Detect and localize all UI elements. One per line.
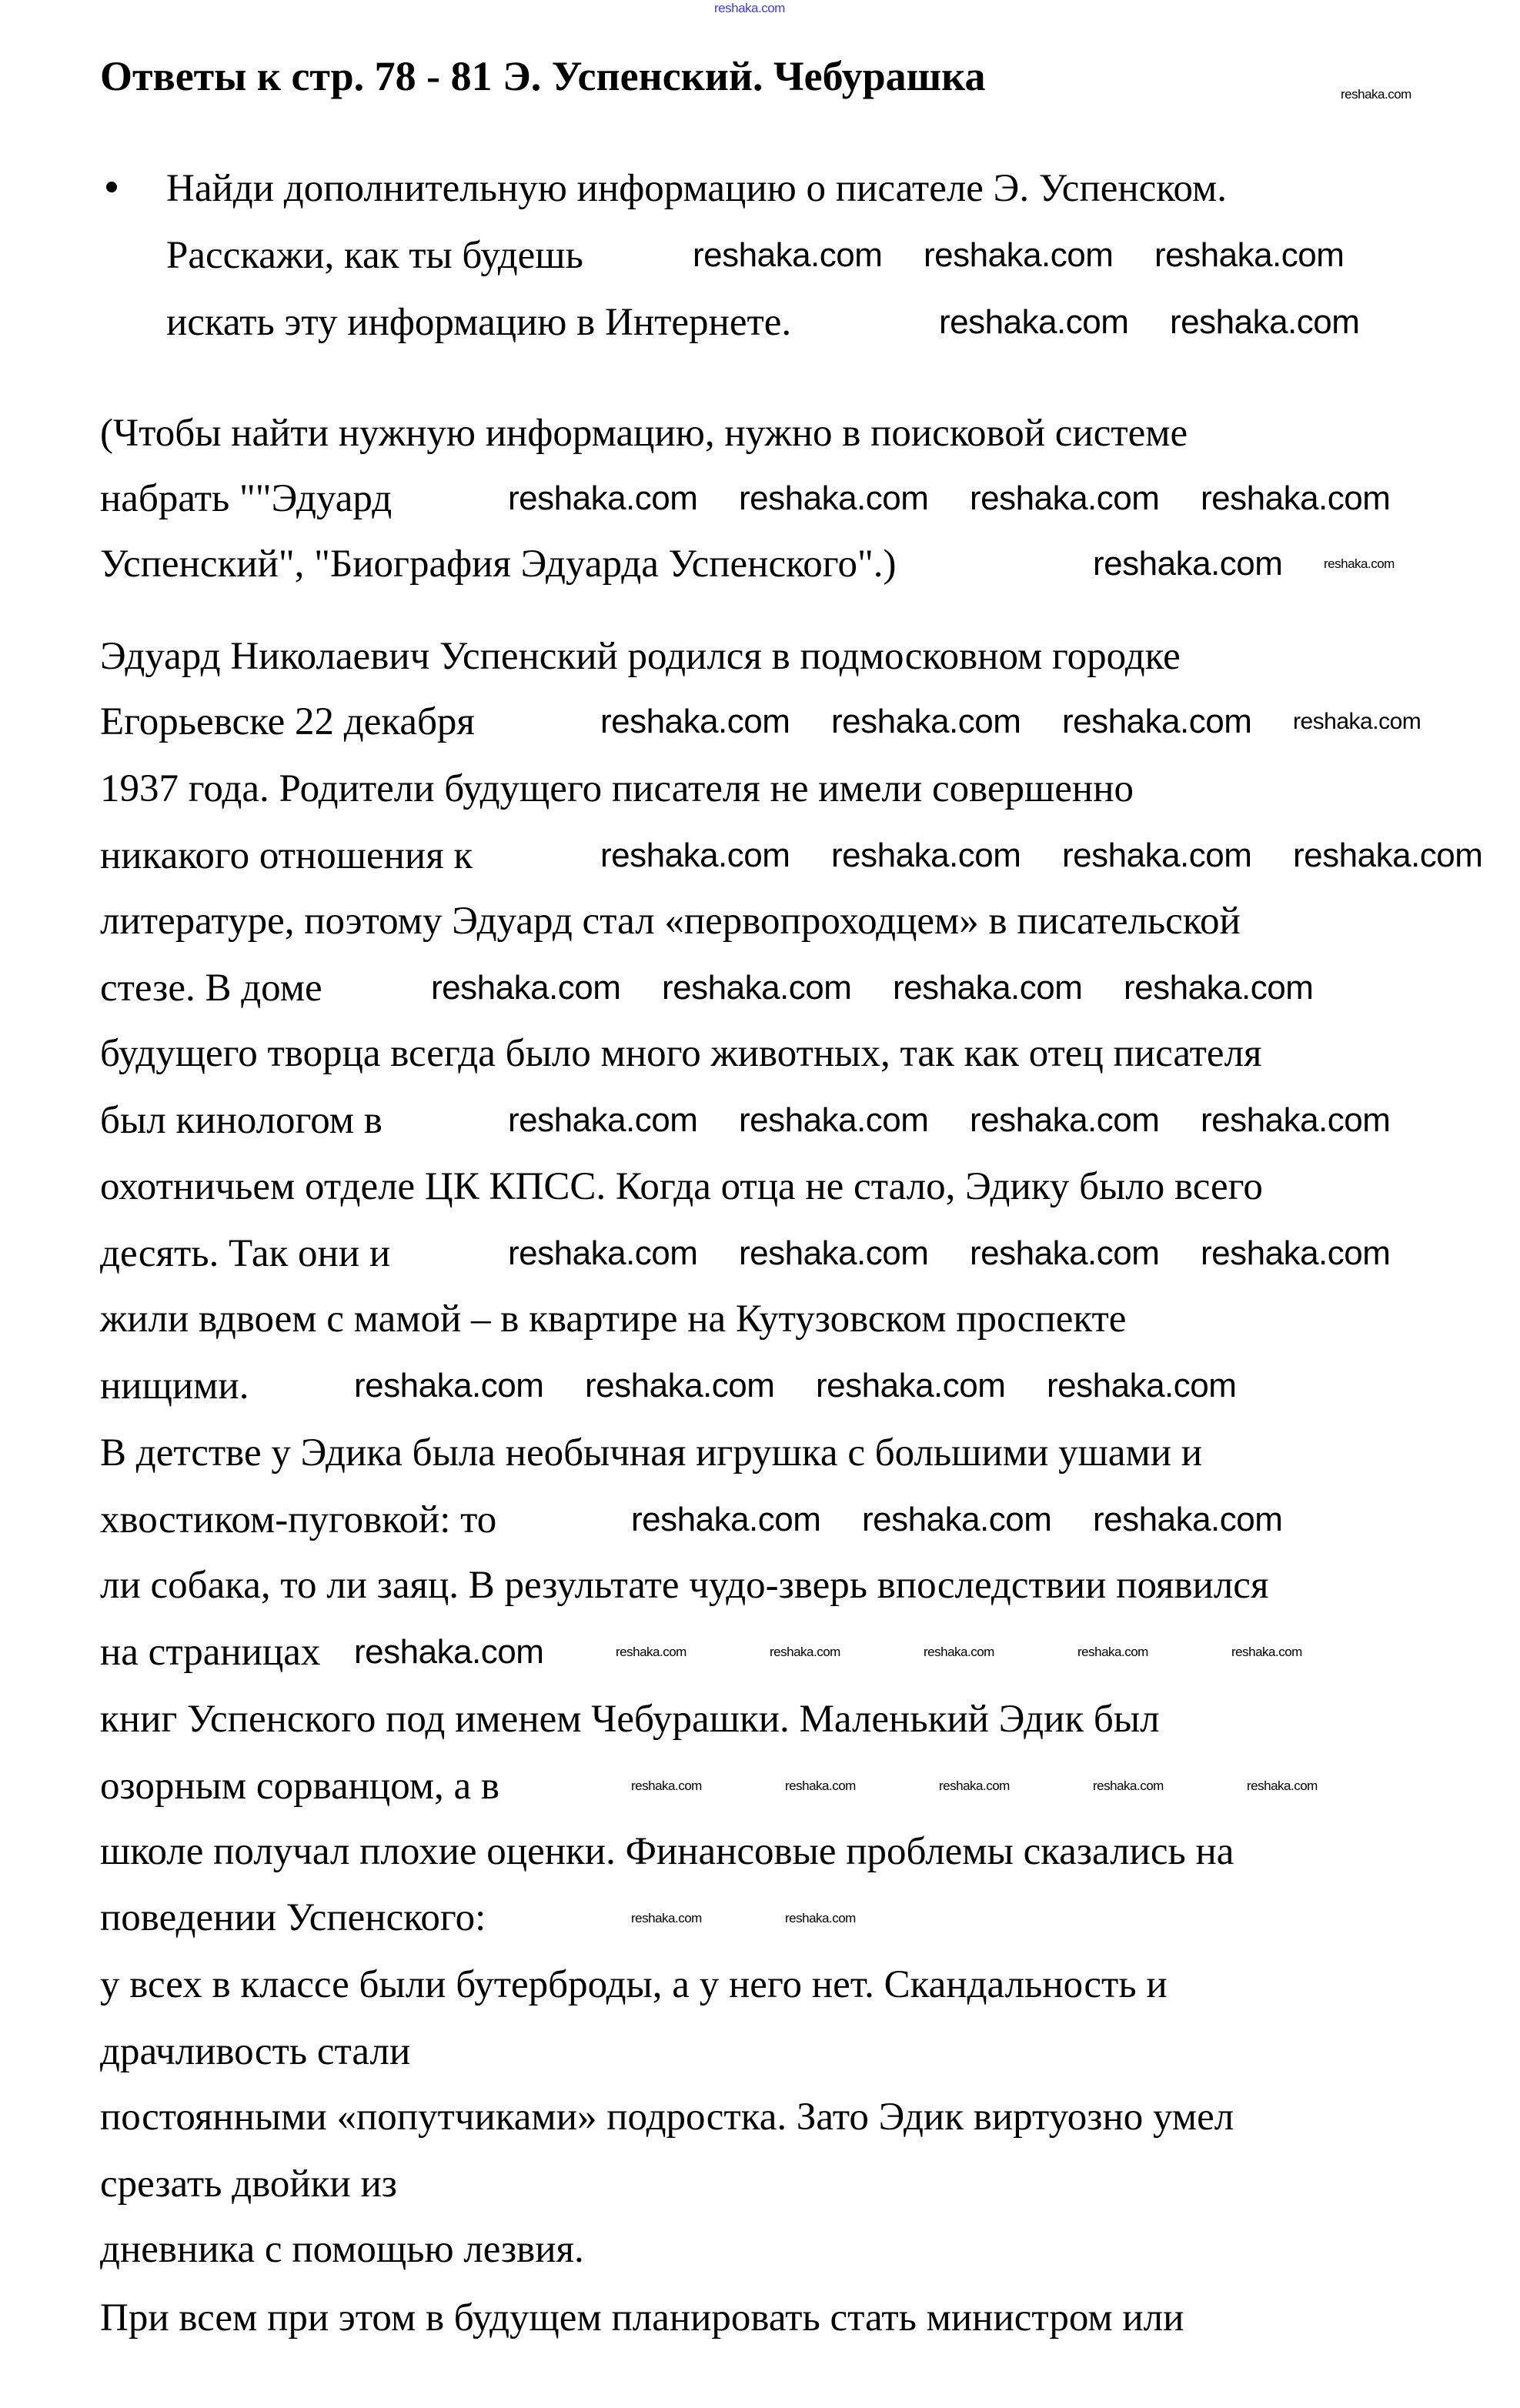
watermark: reshaka.com: [1341, 86, 1411, 102]
watermark: reshaka.com: [354, 1367, 544, 1405]
watermark: reshaka.com: [970, 1234, 1160, 1273]
text-line: искать эту информацию в Интернете.: [166, 300, 792, 344]
watermark: reshaka.com: [770, 1645, 840, 1660]
watermark: reshaka.com: [508, 479, 698, 517]
text-line: Найди дополнительную информацию о писателе Э. Успенском.: [166, 166, 1228, 210]
text-line: постоянными «попутчиками» подростка. Зато Эдик виртуозно умел: [100, 2096, 1234, 2139]
watermark: reshaka.com: [785, 1778, 856, 1794]
text-line: на страницах: [100, 1630, 321, 1674]
text-line: школе получал плохие оценки. Финансовые проблемы сказались на: [100, 1829, 1234, 1873]
watermark: reshaka.com: [600, 836, 790, 874]
text-line: Егорьевске 22 декабря: [100, 700, 475, 744]
page-title: Ответы к стр. 78 - 81 Э. Успенский. Чебурашка: [100, 53, 986, 99]
watermark: reshaka.com: [970, 479, 1160, 517]
watermark: reshaka.com: [1154, 235, 1345, 274]
watermark: reshaka.com: [1231, 1645, 1302, 1660]
text-line: будущего творца всегда было много животных, так как отец писателя: [100, 1031, 1262, 1075]
text-line: был кинологом в: [100, 1098, 383, 1142]
watermark: reshaka.com: [354, 1632, 544, 1671]
watermark: reshaka.com: [1077, 1645, 1148, 1660]
watermark: reshaka.com: [785, 1910, 856, 1925]
watermark: reshaka.com: [1062, 703, 1252, 741]
text-line: охотничьем отделе ЦК КПСС. Когда отца не стало, Эдику было всего: [100, 1165, 1263, 1209]
watermark: reshaka.com: [1324, 556, 1395, 572]
watermark: reshaka.com: [1201, 479, 1391, 517]
watermark: reshaka.com: [631, 1910, 702, 1925]
watermark: reshaka.com: [939, 302, 1129, 341]
text-line: книг Успенского под именем Чебурашки. Маленький Эдик был: [100, 1697, 1160, 1741]
text-line: стезе. В доме: [100, 966, 322, 1010]
watermark: reshaka.com: [970, 1100, 1160, 1139]
watermark: reshaka.com: [1062, 836, 1252, 874]
watermark: reshaka.com: [816, 1367, 1006, 1405]
watermark: reshaka.com: [693, 235, 883, 274]
watermark: reshaka.com: [662, 968, 852, 1007]
watermark: reshaka.com: [631, 1501, 821, 1538]
watermark: reshaka.com: [585, 1367, 775, 1405]
text-line: В детстве у Эдика была необычная игрушка с большими ушами и: [100, 1431, 1203, 1475]
watermark: reshaka.com: [508, 1234, 698, 1273]
text-line: набрать ""Эдуард: [100, 476, 393, 520]
watermark: reshaka.com: [739, 1234, 929, 1273]
watermark: reshaka.com: [1093, 1501, 1283, 1538]
watermark: reshaka.com: [1093, 544, 1283, 583]
watermark: reshaka.com: [1124, 968, 1314, 1007]
text-line: озорным сорванцом, а в: [100, 1764, 499, 1808]
watermark: reshaka.com: [1047, 1367, 1237, 1405]
watermark: reshaka.com: [739, 1100, 929, 1139]
watermark: reshaka.com: [1293, 709, 1421, 735]
watermark: reshaka.com: [1247, 1778, 1318, 1794]
text-line: ли собака, то ли заяц. В результате чудо-зверь впоследствии появился: [100, 1563, 1269, 1607]
watermark: reshaka.com: [600, 703, 790, 741]
watermark: reshaka.com: [893, 968, 1083, 1007]
text-line: литературе, поэтому Эдуард стал «первопроходцем» в писательской: [100, 899, 1241, 943]
watermark: reshaka.com: [1293, 836, 1483, 874]
watermark: reshaka.com: [831, 703, 1021, 741]
text-line: Успенский", "Биография Эдуарда Успенского".): [100, 542, 897, 586]
text-line: Расскажи, как ты будешь: [166, 233, 583, 277]
text-line: никакого отношения к: [100, 833, 473, 877]
watermark: reshaka.com: [508, 1100, 698, 1139]
watermark: reshaka.com: [1201, 1100, 1391, 1139]
watermark: reshaka.com: [616, 1645, 687, 1660]
watermark: reshaka.com: [831, 836, 1021, 874]
watermark: reshaka.com: [631, 1778, 702, 1794]
text-line: срезать двойки из: [100, 2163, 397, 2206]
text-line: десять. Так они и: [100, 1232, 391, 1276]
text-line: поведении Успенского:: [100, 1896, 486, 1940]
text-line: Эдуард Николаевич Успенский родился в подмосковном городке: [100, 635, 1181, 679]
watermark: reshaka.com: [714, 0, 785, 15]
text-line: нищими.: [100, 1364, 249, 1408]
text-line: дневника с помощью лезвия.: [100, 2228, 584, 2271]
bullet-icon: [106, 182, 117, 192]
watermark: reshaka.com: [1170, 302, 1360, 341]
watermark: reshaka.com: [1201, 1234, 1391, 1273]
text-line: 1937 года. Родители будущего писателя не имели совершенно: [100, 767, 1134, 811]
text-line: жили вдвоем с мамой – в квартире на Кутузовском проспекте: [100, 1298, 1127, 1341]
watermark: reshaka.com: [924, 235, 1114, 274]
text-line: При всем при этом в будущем планировать стать министром или: [100, 2296, 1184, 2340]
text-line: у всех в классе были бутерброды, а у него нет. Скандальность и: [100, 1963, 1168, 2007]
watermark: reshaka.com: [924, 1645, 994, 1660]
watermark: reshaka.com: [939, 1778, 1010, 1794]
text-line: (Чтобы найти нужную информацию, нужно в поисковой системе: [100, 411, 1188, 455]
text-line: драчливость стали: [100, 2030, 411, 2074]
watermark: reshaka.com: [1093, 1778, 1164, 1794]
watermark: reshaka.com: [739, 479, 929, 517]
text-line: хвостиком-пуговкой: то: [100, 1498, 497, 1541]
watermark: reshaka.com: [431, 968, 621, 1007]
watermark: reshaka.com: [862, 1501, 1052, 1538]
